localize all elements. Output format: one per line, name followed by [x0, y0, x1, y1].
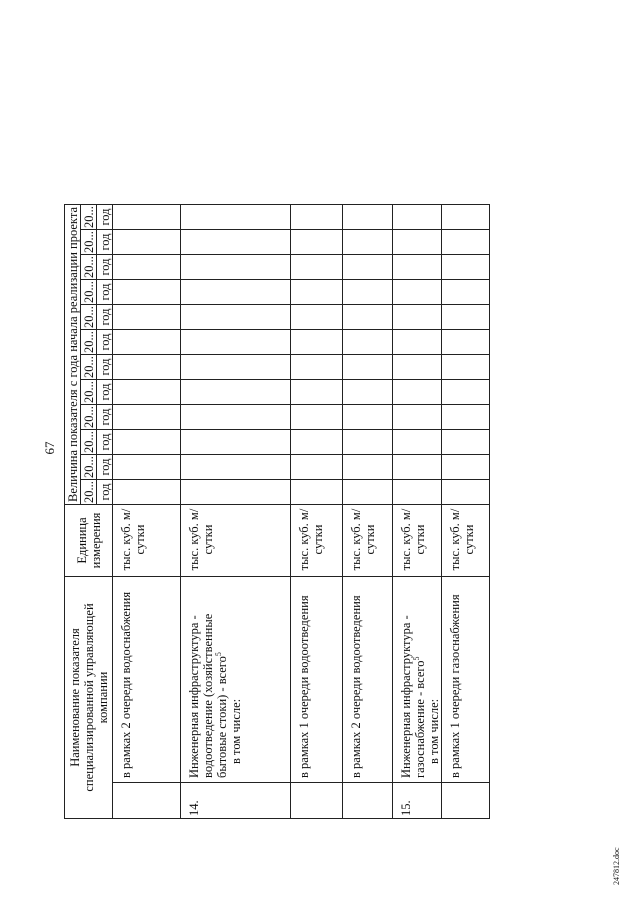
- value-cell: [343, 480, 393, 505]
- value-cell: [393, 255, 442, 280]
- year-cell-top: 20...: [81, 331, 96, 353]
- year-cell-bottom: год: [97, 230, 113, 255]
- value-cell: [442, 305, 490, 330]
- page-number: 67: [42, 441, 57, 455]
- year-cell-bottom: год: [97, 205, 113, 230]
- value-cell: [181, 430, 291, 455]
- value-cell: [343, 380, 393, 405]
- year-cell-bottom: год: [97, 330, 113, 355]
- year-cell-bottom: год: [97, 405, 113, 430]
- value-cell: [113, 230, 181, 255]
- table-row: [113, 205, 181, 819]
- value-cell: [181, 330, 291, 355]
- row-number: 15.: [393, 783, 442, 819]
- value-cell: [291, 305, 343, 330]
- value-cell: [181, 255, 291, 280]
- value-cell: [291, 455, 343, 480]
- value-cell: [113, 430, 181, 455]
- value-cell: [181, 230, 291, 255]
- footer-code: 247812.doc: [612, 847, 621, 885]
- value-cell: [393, 330, 442, 355]
- value-cell: [343, 280, 393, 305]
- row-name-text: в рамках 2 очереди водоотведения: [349, 595, 363, 778]
- value-cell: [393, 280, 442, 305]
- year-cell-top: 20...: [81, 256, 96, 278]
- value-cell: [291, 380, 343, 405]
- value-cell: [343, 205, 393, 230]
- row-name-text: в рамках 2 очереди водоснабжения: [119, 591, 133, 778]
- row-unit: тыс. куб. м/ сутки: [442, 505, 490, 577]
- row-unit: тыс. куб. м/ сутки: [393, 505, 442, 577]
- value-cell: [113, 480, 181, 505]
- table-row: [291, 205, 343, 819]
- value-cell: [181, 455, 291, 480]
- year-cell-top: 20...: [81, 306, 96, 328]
- row-name: [393, 577, 442, 783]
- value-cell: [181, 380, 291, 405]
- row-unit: тыс. куб. м/ сутки: [113, 505, 181, 577]
- table-row: [181, 205, 291, 819]
- value-cell: [113, 280, 181, 305]
- value-cell: [442, 355, 490, 380]
- value-cell: [291, 280, 343, 305]
- value-cell: [181, 205, 291, 230]
- value-cell: [442, 380, 490, 405]
- footnote-marker: 5: [213, 652, 223, 657]
- value-cell: [113, 355, 181, 380]
- row-name: [343, 577, 393, 783]
- value-cell: [393, 355, 442, 380]
- row-unit: тыс. куб. м/ сутки: [181, 505, 291, 577]
- row-number: [442, 783, 490, 819]
- value-cell: [343, 455, 393, 480]
- table-row: [343, 205, 393, 819]
- value-cell: [181, 280, 291, 305]
- value-cell: [291, 430, 343, 455]
- value-cell: [291, 230, 343, 255]
- row-name-text: в рамках 1 очереди водоотведения: [297, 595, 311, 778]
- row-name: [442, 577, 490, 783]
- table-row: [442, 205, 490, 819]
- year-cell-bottom: год: [97, 255, 113, 280]
- year-cell-top: 20...: [81, 281, 96, 303]
- value-cell: [343, 430, 393, 455]
- value-cell: [442, 230, 490, 255]
- footnote-marker: 5: [411, 656, 421, 661]
- year-cell-bottom: год: [97, 280, 113, 305]
- year-cell-top: 20...: [81, 206, 96, 228]
- row-subnote: в том числе:: [229, 698, 243, 764]
- year-cell-bottom: год: [97, 430, 113, 455]
- value-cell: [393, 430, 442, 455]
- value-cell: [343, 330, 393, 355]
- header-group: Величина показателя с года начала реализации проекта: [65, 205, 81, 505]
- year-cell-bottom: год: [97, 355, 113, 380]
- value-cell: [343, 405, 393, 430]
- value-cell: [181, 405, 291, 430]
- year-cell-bottom: год: [97, 380, 113, 405]
- value-cell: [291, 205, 343, 230]
- year-cell-top: 20...: [81, 406, 96, 428]
- year-cell-bottom: год: [97, 480, 113, 505]
- row-name: [181, 577, 291, 783]
- value-cell: [343, 230, 393, 255]
- value-cell: [442, 280, 490, 305]
- value-cell: [343, 255, 393, 280]
- value-cell: [181, 305, 291, 330]
- value-cell: [442, 405, 490, 430]
- value-cell: [113, 255, 181, 280]
- value-cell: [113, 380, 181, 405]
- value-cell: [442, 455, 490, 480]
- row-number: [291, 783, 343, 819]
- value-cell: [393, 205, 442, 230]
- row-number: [113, 783, 181, 819]
- value-cell: [291, 480, 343, 505]
- year-cell-top: 20...: [81, 231, 96, 253]
- value-cell: [113, 205, 181, 230]
- header-unit: Единица измерения: [65, 505, 113, 577]
- value-cell: [442, 330, 490, 355]
- value-cell: [291, 405, 343, 430]
- value-cell: [181, 355, 291, 380]
- value-cell: [393, 480, 442, 505]
- row-subnote: в том числе:: [427, 698, 441, 764]
- row-unit: тыс. куб. м/ сутки: [291, 505, 343, 577]
- value-cell: [181, 480, 291, 505]
- value-cell: [113, 305, 181, 330]
- row-name-text: Инженерная инфраструктура - газоснабжение - всего: [399, 615, 427, 778]
- row-number: 14.: [181, 783, 291, 819]
- table-row: [393, 205, 442, 819]
- value-cell: [393, 305, 442, 330]
- value-cell: [291, 255, 343, 280]
- value-cell: [113, 405, 181, 430]
- value-cell: [291, 330, 343, 355]
- value-cell: [291, 355, 343, 380]
- year-cell-top: 20...: [81, 481, 96, 503]
- year-cell-top: 20...: [81, 431, 96, 453]
- year-cell-bottom: год: [97, 455, 113, 480]
- value-cell: [113, 330, 181, 355]
- year-cell-top: 20...: [81, 356, 96, 378]
- table-body: [113, 205, 490, 819]
- value-cell: [343, 305, 393, 330]
- value-cell: [393, 380, 442, 405]
- value-cell: [442, 205, 490, 230]
- value-cell: [393, 455, 442, 480]
- row-unit: тыс. куб. м/ сутки: [343, 505, 393, 577]
- value-cell: [393, 405, 442, 430]
- year-cell-bottom: год: [97, 305, 113, 330]
- indicator-table: [64, 204, 490, 819]
- row-name-text: Инженерная инфраструктура - водоотведение (хозяйственные бытовые стоки) - всего: [187, 613, 229, 778]
- year-cell-top: 20...: [81, 456, 96, 478]
- value-cell: [393, 230, 442, 255]
- row-name: [291, 577, 343, 783]
- row-name-text: в рамках 1 очереди газоснабжения: [448, 594, 462, 778]
- value-cell: [113, 455, 181, 480]
- header-name: Наименование показателя специализированной управляющей компании: [65, 577, 113, 819]
- value-cell: [442, 430, 490, 455]
- year-cell-top: 20...: [81, 381, 96, 403]
- row-number: [343, 783, 393, 819]
- row-name: [113, 577, 181, 783]
- value-cell: [442, 480, 490, 505]
- value-cell: [343, 355, 393, 380]
- value-cell: [442, 255, 490, 280]
